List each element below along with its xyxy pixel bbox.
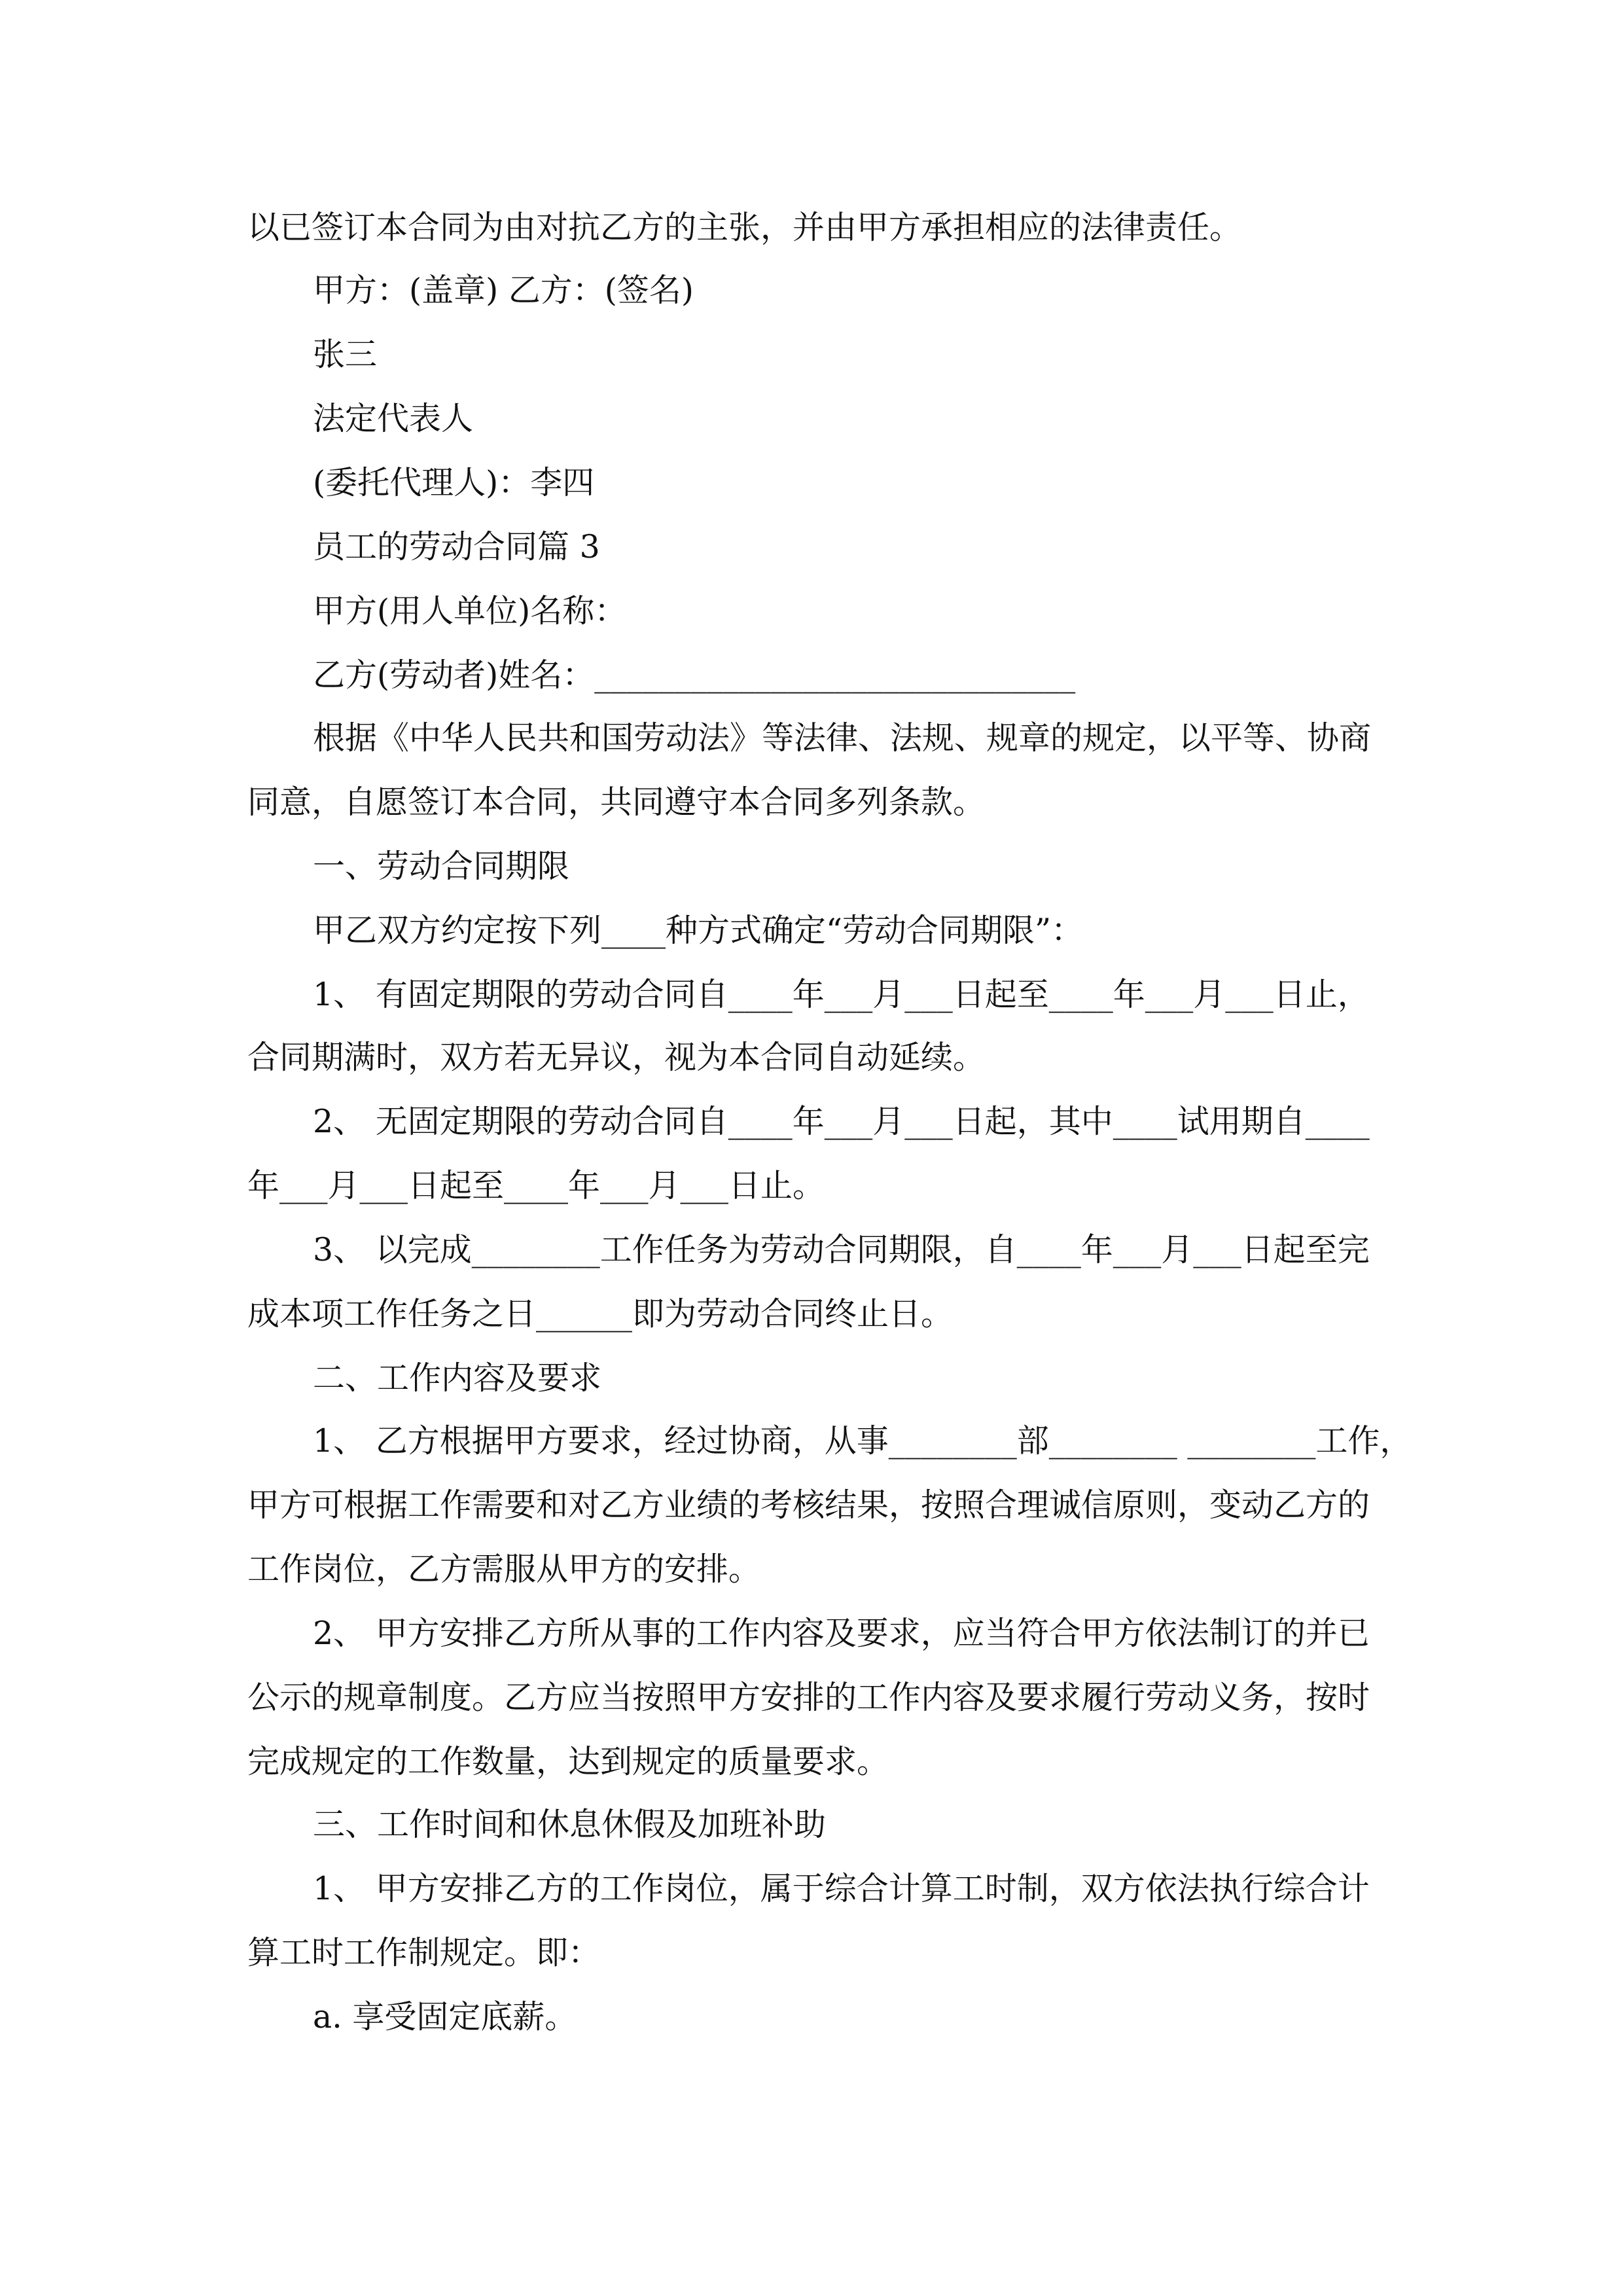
text-line: a. 享受固定底薪。 — [313, 1998, 577, 2036]
text-line: 3、 以完成________工作任务为劳动合同期限，自____年___月___日起至完 — [313, 1231, 1370, 1268]
text-line: 乙方(劳动者)姓名：______________________________ — [313, 656, 1076, 694]
text-line: 1、 甲方安排乙方的工作岗位，属于综合计算工时制，双方依法执行综合计 — [313, 1870, 1370, 1907]
text-line: 1、 乙方根据甲方要求，经过协商，从事________部________ ________工作， — [313, 1422, 1412, 1460]
text-line: 完成规定的工作数量，达到规定的质量要求。 — [247, 1743, 889, 1780]
text-line: 年___月___日起至____年___月___日止。 — [247, 1167, 825, 1204]
text-line: 张三 — [313, 336, 378, 373]
text-line: 法定代表人 — [313, 400, 474, 437]
text-line: 甲乙双方约定按下列____种方式确定“劳动合同期限”： — [313, 912, 1084, 949]
section-title: 员工的劳动合同篇 3 — [313, 528, 600, 565]
text-line: 合同期满时，双方若无异议，视为本合同自动延续。 — [247, 1039, 986, 1076]
text-line: 工作岗位，乙方需服从甲方的安排。 — [247, 1551, 761, 1588]
text-line: 2、 无固定期限的劳动合同自____年___月___日起，其中____试用期自____ — [313, 1103, 1370, 1140]
text-line: 甲方(用人单位)名称： — [313, 592, 627, 630]
text-line: 甲方可根据工作需要和对乙方业绩的考核结果，按照合理诚信原则，变动乙方的 — [247, 1486, 1370, 1524]
text-line: 公示的规章制度。乙方应当按照甲方安排的工作内容及要求履行劳动义务，按时 — [247, 1679, 1370, 1716]
text-line: 1、 有固定期限的劳动合同自____年___月___日起至____年___月___日止， — [313, 976, 1370, 1013]
text-line: 同意，自愿签订本合同，共同遵守本合同多列条款。 — [247, 783, 986, 821]
text-line: 根据《中华人民共和国劳动法》等法律、法规、规章的规定，以平等、协商 — [313, 719, 1372, 757]
text-line: 2、 甲方安排乙方所从事的工作内容及要求，应当符合甲方依法制订的并已 — [313, 1615, 1370, 1652]
signature-parties-line: 甲方：(盖章) 乙方：(签名) — [313, 272, 694, 309]
text-line: 成本项工作任务之日______即为劳动合同终止日。 — [247, 1295, 954, 1333]
text-line: (委托代理人)：李四 — [313, 464, 595, 501]
text-line: 以已签订本合同为由对抗乙方的主张，并由甲方承担相应的法律责任。 — [247, 209, 1242, 246]
heading-1: 一、劳动合同期限 — [313, 848, 570, 885]
heading-3: 三、工作时间和休息休假及加班补助 — [313, 1806, 827, 1843]
text-line: 算工时工作制规定。即： — [247, 1934, 601, 1971]
heading-2: 二、工作内容及要求 — [313, 1359, 602, 1397]
